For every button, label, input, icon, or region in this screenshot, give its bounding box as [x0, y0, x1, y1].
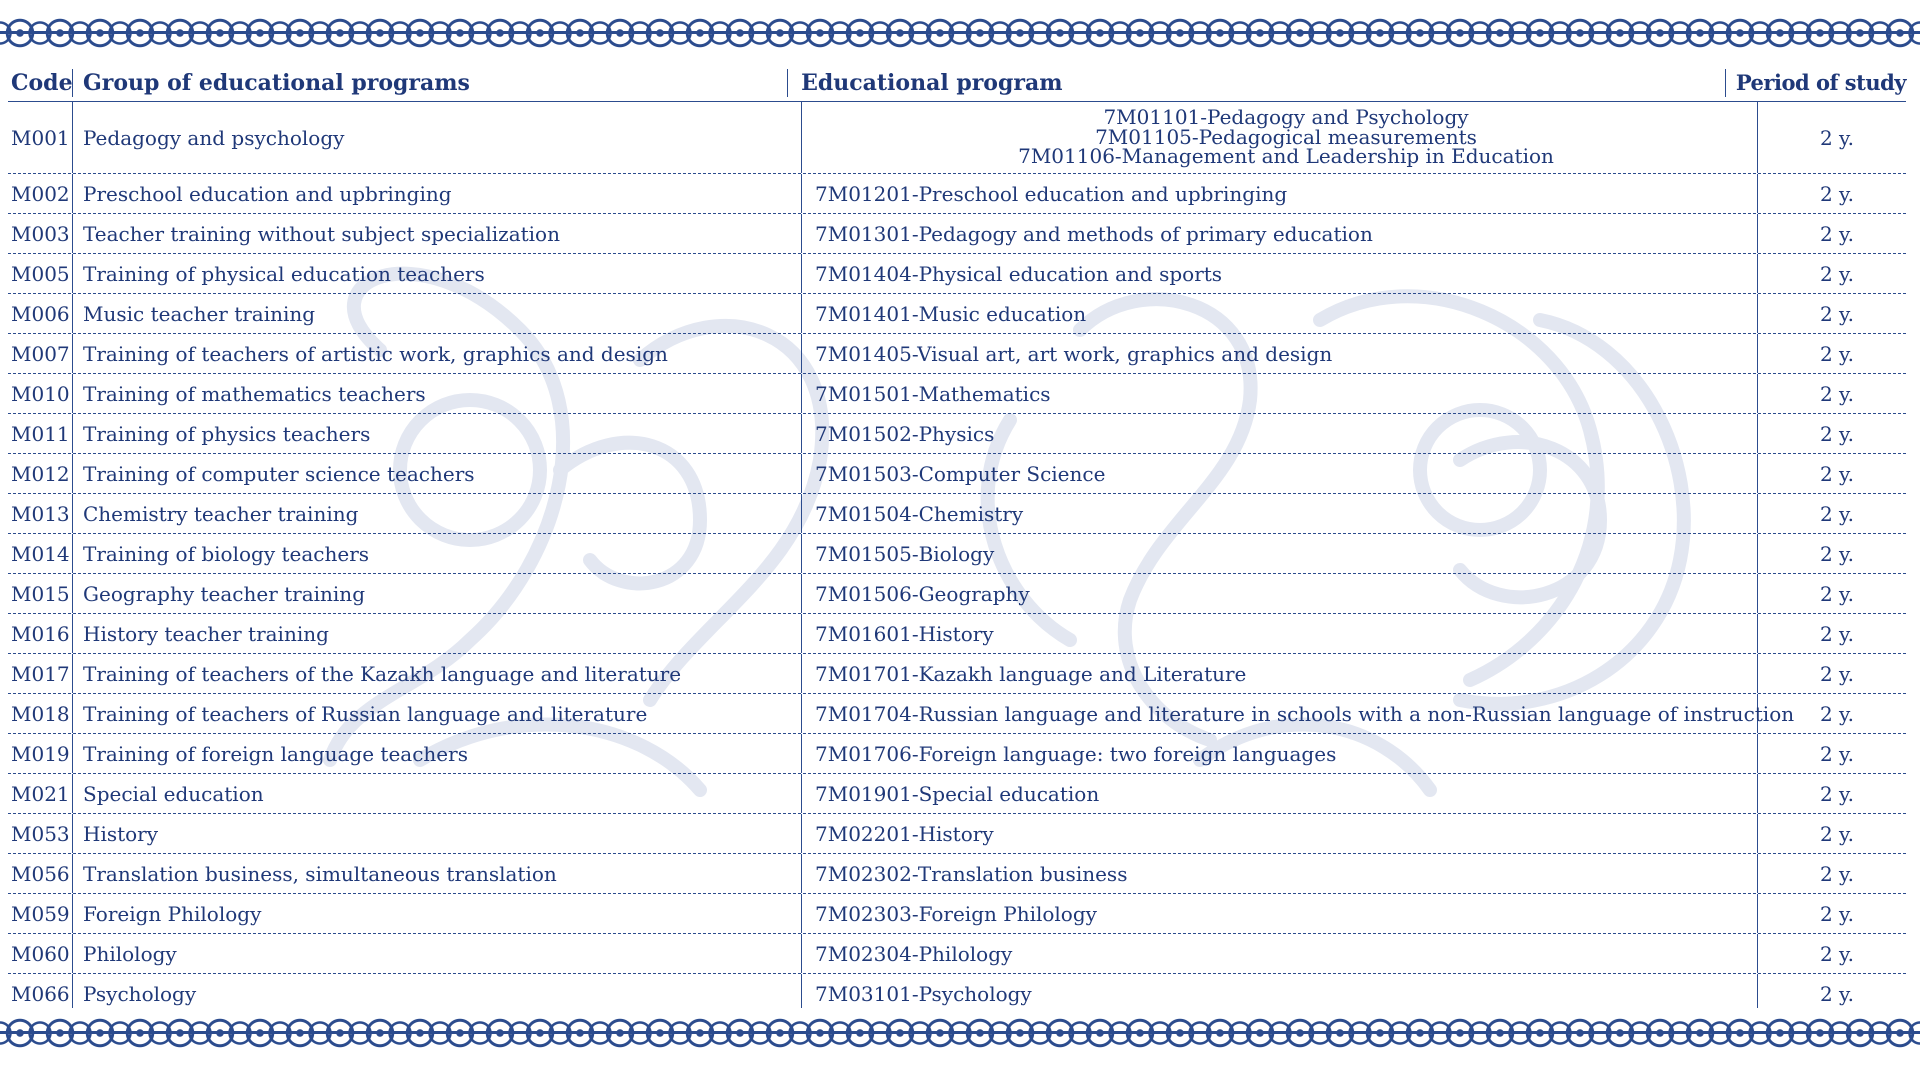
program-cell: 7M02302-Translation business [802, 854, 1758, 893]
table-row [8, 414, 1906, 454]
code-cell: M060 [8, 934, 73, 973]
group-cell: Training of computer science teachers [73, 454, 802, 493]
group-cell: History [73, 814, 802, 853]
group-cell: Chemistry teacher training [73, 494, 802, 533]
period-cell: 2 y. [1819, 541, 1855, 566]
group-cell: Foreign Philology [73, 894, 802, 933]
program-cell: 7M01601-History [802, 614, 1758, 653]
program-cell: 7M01503-Computer Science [802, 454, 1758, 493]
code-cell: M012 [8, 454, 73, 493]
group-cell: Training of foreign language teachers [73, 734, 802, 773]
period-cell: 2 y. [1819, 581, 1855, 606]
program-cell: 7M01501-Mathematics [802, 374, 1758, 413]
table-row [8, 214, 1906, 254]
group-cell: Training of biology teachers [73, 534, 802, 573]
program-cell: 7M03101-Psychology [802, 974, 1758, 1014]
period-cell: 2 y. [1819, 221, 1855, 246]
table-row [8, 654, 1906, 694]
table-row [8, 334, 1906, 374]
code-cell: M002 [8, 174, 73, 213]
period-cell: 2 y. [1819, 941, 1855, 966]
code-cell: M010 [8, 374, 73, 413]
code-cell: M021 [8, 774, 73, 813]
period-cell: 2 y. [1819, 341, 1855, 366]
code-cell: M019 [8, 734, 73, 773]
group-cell: Training of mathematics teachers [73, 374, 802, 413]
table-row [8, 534, 1906, 574]
code-cell: M016 [8, 614, 73, 653]
table-row [8, 894, 1906, 934]
programs-table [8, 66, 1906, 1014]
table-row [8, 294, 1906, 334]
period-cell: 2 y. [1819, 181, 1855, 206]
group-cell: Training of teachers of the Kazakh language and literature [73, 654, 802, 693]
table-row [8, 614, 1906, 654]
code-cell: M014 [8, 534, 73, 573]
group-cell: Pedagogy and psychology [73, 102, 802, 173]
period-cell: 2 y. [1819, 381, 1855, 406]
code-cell: M001 [8, 102, 73, 173]
program-cell: 7M02201-History [802, 814, 1758, 853]
group-cell: Training of teachers of artistic work, graphics and design [73, 334, 802, 373]
period-cell: 2 y. [1819, 781, 1855, 806]
group-cell: Training of teachers of Russian language and literature [73, 694, 802, 733]
ornamental-border-bottom [0, 1008, 1920, 1058]
program-cell [802, 102, 1758, 173]
period-cell: 2 y. [1819, 461, 1855, 486]
ornamental-border-top [0, 8, 1920, 58]
period-cell: 2 y. [1819, 261, 1855, 286]
table-row [8, 494, 1906, 534]
period-cell: 2 y. [1819, 621, 1855, 646]
table-row [8, 934, 1906, 974]
period-cell: 2 y. [1819, 701, 1855, 726]
group-cell: Training of physics teachers [73, 414, 802, 453]
period-cell: 2 y. [1819, 421, 1855, 446]
program-cell: 7M01301-Pedagogy and methods of primary education [802, 214, 1758, 253]
header-code: Code [8, 69, 73, 97]
table-row [8, 174, 1906, 214]
code-cell: M015 [8, 574, 73, 613]
code-cell: M017 [8, 654, 73, 693]
program-line: 7M01106-Management and Leadership in Education [1018, 144, 1554, 169]
period-cell: 2 y. [1819, 301, 1855, 326]
code-cell: M066 [8, 974, 73, 1014]
header-group: Group of educational programs [73, 69, 788, 97]
program-cell: 7M01201-Preschool education and upbringing [802, 174, 1758, 213]
code-cell: M011 [8, 414, 73, 453]
program-cell: 7M01504-Chemistry [802, 494, 1758, 533]
header-period: Period of study [1735, 70, 1906, 95]
program-cell: 7M01505-Biology [802, 534, 1758, 573]
group-cell: History teacher training [73, 614, 802, 653]
program-cell: 7M01706-Foreign language: two foreign languages [802, 734, 1758, 773]
table-row [8, 574, 1906, 614]
program-cell: 7M01502-Physics [802, 414, 1758, 453]
code-cell: M013 [8, 494, 73, 533]
group-cell: Special education [73, 774, 802, 813]
period-cell: 2 y. [1819, 501, 1855, 526]
program-cell: 7M01901-Special education [802, 774, 1758, 813]
program-cell: 7M02303-Foreign Philology [802, 894, 1758, 933]
table-row [8, 854, 1906, 894]
program-line: 7M01105-Pedagogical measurements [1095, 124, 1477, 149]
period-cell: 2 y. [1819, 661, 1855, 686]
code-cell: M059 [8, 894, 73, 933]
code-cell: M018 [8, 694, 73, 733]
program-cell: 7M01405-Visual art, art work, graphics and design [802, 334, 1758, 373]
group-cell: Music teacher training [73, 294, 802, 333]
table-row [8, 814, 1906, 854]
program-cell: 7M01404-Physical education and sports [802, 254, 1758, 293]
code-cell: M056 [8, 854, 73, 893]
group-cell: Translation business, simultaneous translation [73, 854, 802, 893]
program-cell: 7M01401-Music education [802, 294, 1758, 333]
program-cell: 7M01704-Russian language and literature in schools with a non-Russian language of instruction [802, 694, 1758, 733]
table-row [8, 102, 1906, 174]
table-row [8, 734, 1906, 774]
program-line: 7M01101-Pedagogy and Psychology [1103, 105, 1469, 130]
code-cell: M053 [8, 814, 73, 853]
program-cell: 7M01506-Geography [802, 574, 1758, 613]
period-cell: 2 y. [1819, 125, 1855, 150]
table-row [8, 374, 1906, 414]
group-cell: Psychology [73, 974, 802, 1014]
program-cell: 7M01701-Kazakh language and Literature [802, 654, 1758, 693]
period-cell: 2 y. [1819, 982, 1855, 1006]
table-row [8, 254, 1906, 294]
program-cell: 7M02304-Philology [802, 934, 1758, 973]
group-cell: Preschool education and upbringing [73, 174, 802, 213]
group-cell: Geography teacher training [73, 574, 802, 613]
table-header-row [8, 66, 1906, 102]
table-row [8, 774, 1906, 814]
code-cell: M003 [8, 214, 73, 253]
period-cell: 2 y. [1819, 741, 1855, 766]
code-cell: M005 [8, 254, 73, 293]
header-program: Educational program [788, 69, 1726, 97]
code-cell: M007 [8, 334, 73, 373]
code-cell: M006 [8, 294, 73, 333]
group-cell: Teacher training without subject specialization [73, 214, 802, 253]
period-cell: 2 y. [1819, 861, 1855, 886]
group-cell: Philology [73, 934, 802, 973]
table-row [8, 694, 1906, 734]
period-cell: 2 y. [1819, 901, 1855, 926]
period-cell: 2 y. [1819, 821, 1855, 846]
table-row [8, 454, 1906, 494]
group-cell: Training of physical education teachers [73, 254, 802, 293]
